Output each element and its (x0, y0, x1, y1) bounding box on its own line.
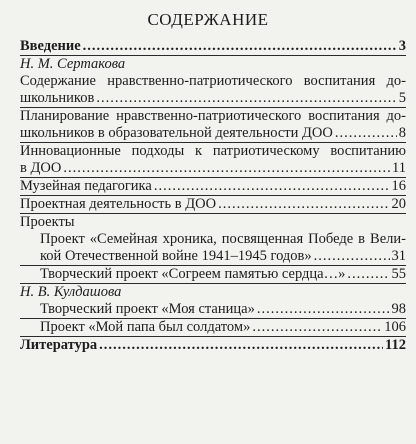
toc-page: 55 (391, 266, 406, 282)
toc-entry-content (20, 73, 406, 108)
toc-label: Проекты (20, 214, 75, 230)
dot-leader (218, 197, 389, 212)
toc-page: 98 (391, 301, 406, 317)
dot-leader (83, 39, 397, 54)
dot-leader (252, 320, 382, 335)
toc-page: 11 (392, 160, 406, 176)
dot-leader (257, 302, 390, 317)
table-of-contents (20, 38, 406, 354)
dot-leader (335, 126, 397, 141)
dot-leader (99, 338, 383, 353)
toc-label-line2: в ДОО (20, 160, 62, 176)
toc-label: Творческий проект «Согреем памятью сердца…» (40, 266, 346, 282)
page-title: СОДЕРЖАНИЕ (147, 10, 269, 29)
toc-entry-my-village (20, 301, 406, 319)
toc-entry-projects (20, 214, 406, 231)
toc-entry-warm-memory (20, 266, 406, 284)
toc-label: Проект «Мой папа был солдатом» (40, 319, 251, 335)
toc-page: 20 (391, 196, 406, 212)
dot-leader (63, 161, 390, 176)
toc-page: 16 (391, 178, 406, 194)
dot-leader (314, 249, 390, 264)
toc-author-1: Н. М. Сертакова (20, 56, 126, 72)
toc-page: 8 (398, 125, 406, 141)
toc-entry-literature (20, 337, 406, 354)
toc-entry-intro (20, 38, 406, 56)
toc-page: 31 (391, 248, 406, 264)
toc-page: 112 (385, 337, 406, 353)
toc-page: 106 (384, 319, 406, 335)
toc-label: Введение (20, 38, 81, 54)
toc-entry-museum (20, 178, 406, 196)
toc-label: Проектная деятельность в ДОО (20, 196, 217, 212)
toc-label-line2: школьников в образовательной деятельности ДОО (20, 125, 333, 141)
toc-label-line2: кой Отечественной войне 1941–1945 годов» (40, 248, 312, 264)
toc-label-line1: Проект «Семейная хроника, посвященная Победе в Вели- (40, 231, 406, 247)
toc-entry-projects-activity (20, 196, 406, 214)
toc-entry-planning (20, 108, 406, 143)
toc-entry-my-dad (20, 319, 406, 337)
toc-label-line2: школьников (20, 90, 95, 106)
toc-label-line1: Инновационные подходы к патриотическому воспитанию (20, 143, 406, 159)
dot-leader (96, 91, 396, 106)
toc-label: Литература (20, 337, 98, 353)
dot-leader (347, 267, 389, 282)
toc-entry-innovation (20, 143, 406, 178)
toc-entry-family-chronicle (20, 231, 406, 266)
toc-label-line1: Содержание нравственно-патриотического воспитания до- (20, 73, 406, 89)
dot-leader (154, 179, 390, 194)
toc-page: 3 (398, 38, 406, 54)
toc-label: Творческий проект «Моя станица» (40, 301, 255, 317)
toc-label: Музейная педагогика (20, 178, 152, 194)
toc-author-2: Н. В. Кулдашова (20, 284, 122, 300)
toc-label-line1: Планирование нравственно-патриотического воспитания до- (20, 108, 406, 124)
toc-page: 5 (398, 90, 406, 106)
